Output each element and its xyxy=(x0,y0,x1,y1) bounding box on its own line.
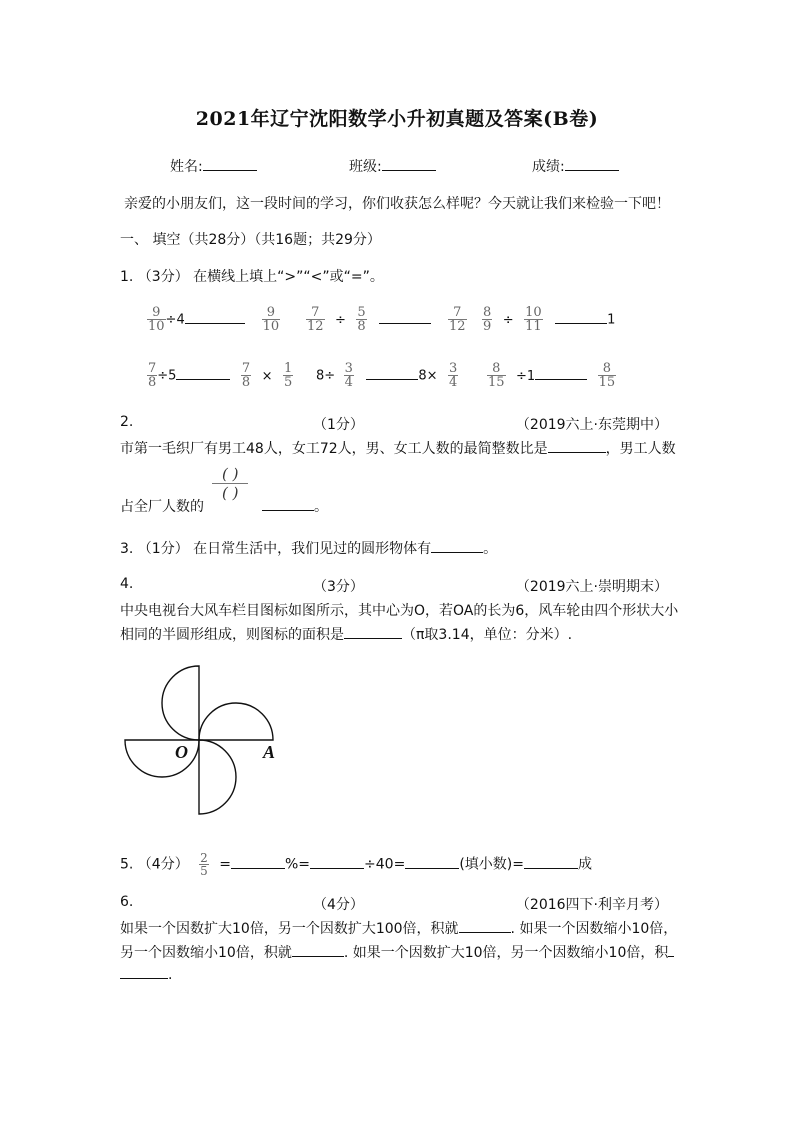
name-blank[interactable] xyxy=(203,158,257,171)
label-a: A xyxy=(263,742,276,762)
fraction: $\frac{9}{10}$ xyxy=(148,305,165,334)
q4-source: （2019六上·崇明期末） xyxy=(515,579,668,595)
label-o: O xyxy=(175,742,188,762)
q1-row-2-c: $\frac{8}{15}$ ÷1 $\frac{8}{15}$ xyxy=(488,361,616,390)
q4-blank[interactable] xyxy=(344,626,402,639)
q4-number: 4. xyxy=(120,576,134,592)
q3-blank[interactable] xyxy=(431,540,483,553)
fraction: $\frac{8}{9}$ xyxy=(483,305,492,334)
windmill-figure xyxy=(115,658,295,818)
q6-line-3: . xyxy=(120,966,172,983)
page-title: 2021年辽宁沈阳数学小升初真题及答案(B卷) xyxy=(195,108,599,130)
q6-blank-1[interactable] xyxy=(459,920,511,933)
fraction: $\frac{7}{8}$ xyxy=(241,361,251,390)
fraction: $\frac{3}{4}$ xyxy=(344,361,353,390)
q1-prompt: 1. （3分） 在横线上填上“>”“<”或“=”。 xyxy=(120,269,384,285)
q6-blank-3[interactable] xyxy=(120,966,168,979)
q5-line: 5. （4分） $\frac{2}{5}$ = %= ÷40= (填小数)= 成 xyxy=(120,851,592,878)
q2-number: 2. xyxy=(120,414,134,430)
class-label: 班级: xyxy=(349,159,382,175)
q1-row-2-b: 8÷ $\frac{3}{4}$ 8× $\frac{3}{4}$ xyxy=(316,361,458,390)
q1-row-2: $\frac{7}{8}$ ÷5 $\frac{7}{8}$ × $\frac{1}{5}$ xyxy=(148,361,293,390)
q5-blank-3[interactable] xyxy=(405,856,459,869)
q1-blank-2[interactable] xyxy=(379,311,431,324)
q2-blank-2[interactable] xyxy=(262,498,314,511)
q1-row-1-b: $\frac{7}{12}$ ÷ $\frac{5}{8}$ $\frac{7}{12}$ xyxy=(307,305,466,334)
semicircle-bottom xyxy=(199,740,236,814)
fraction: $\frac{9}{10}$ xyxy=(262,305,280,334)
q5-blank-4[interactable] xyxy=(524,856,578,869)
name-field[interactable] xyxy=(170,156,257,176)
score-field[interactable] xyxy=(532,156,619,176)
fraction: $\frac{2}{5}$ xyxy=(200,851,208,878)
intro-text: 亲爱的小朋友们，这一段时间的学习，你们收获怎么样呢？今天就让我们来检验一下吧！ xyxy=(124,196,670,212)
section-heading: 一、 填空（共28分）（共16题；共29分） xyxy=(120,232,381,248)
score-blank[interactable] xyxy=(565,158,619,171)
fraction: $\frac{7}{12}$ xyxy=(449,305,466,334)
q1-blank-5[interactable] xyxy=(366,367,418,380)
fraction: $\frac{10}{11}$ xyxy=(525,305,542,334)
q5-blank-2[interactable] xyxy=(310,856,364,869)
fraction: $\frac{1}{5}$ xyxy=(284,361,293,390)
q6-line-1: 如果一个因数扩大10倍，另一个因数扩大100倍，积就 . 如果一个因数缩小10倍， xyxy=(120,921,678,937)
q6-line-2: 另一个因数缩小10倍，积就 . 如果一个因数扩大10倍，另一个因数缩小10倍，积 xyxy=(120,942,674,962)
q2-line-2: 占全厂人数的 。 xyxy=(120,499,328,515)
q6-number: 6. xyxy=(120,894,134,910)
q6-points: （4分） xyxy=(313,897,364,913)
q4-points: （3分） xyxy=(313,579,364,595)
q1-blank-3[interactable] xyxy=(555,311,607,324)
semicircle-right xyxy=(199,703,273,740)
q1-blank-6[interactable] xyxy=(535,367,587,380)
q2-source: （2019六上·东莞期中） xyxy=(515,417,668,433)
class-blank[interactable] xyxy=(382,158,436,171)
q1-blank-4[interactable] xyxy=(176,367,230,380)
score-label: 成绩: xyxy=(532,159,565,175)
q2-fraction-slot: $\frac{( )}{( )}$ xyxy=(212,465,248,502)
q2-blank-1[interactable] xyxy=(548,440,606,453)
name-label: 姓名: xyxy=(170,159,203,175)
fraction: $\frac{8}{15}$ xyxy=(598,361,616,390)
q6-source: （2016四下·利辛月考） xyxy=(515,897,668,913)
q4-line-1: 中央电视台大风车栏目图标如图所示，其中心为O，若OA的长为6，风车轮由四个形状大小 xyxy=(120,603,679,619)
fraction: $\frac{7}{12}$ xyxy=(307,305,324,334)
q3-text: 3. （1分） 在日常生活中，我们见过的圆形物体有 。 xyxy=(120,541,498,557)
semicircle-top xyxy=(162,666,199,740)
q1-row-1-c: $\frac{8}{9}$ ÷ $\frac{10}{11}$ 1 xyxy=(483,305,616,334)
q2-points: （1分） xyxy=(313,417,364,433)
class-field[interactable] xyxy=(349,156,436,176)
fraction: $\frac{8}{15}$ xyxy=(488,361,505,390)
fraction: $\frac{7}{8}$ xyxy=(148,361,157,390)
q4-line-2: 相同的半圆形组成，则图标的面积是 （π取3.14，单位：分米）. xyxy=(120,627,573,643)
q1-blank-1[interactable] xyxy=(185,311,245,324)
q6-blank-2[interactable] xyxy=(292,944,344,957)
q5-blank-1[interactable] xyxy=(231,856,285,869)
q2-line-1: 市第一毛织厂有男工48人，女工72人，男、女工人数的最简整数比是 ，男工人数 xyxy=(120,441,676,457)
fraction: $\frac{3}{4}$ xyxy=(448,361,458,390)
q1-row-1: $\frac{9}{10}$ ÷4 $\frac{9}{10}$ xyxy=(148,305,280,334)
q6-blank-3a[interactable] xyxy=(668,944,674,957)
fraction: $\frac{5}{8}$ xyxy=(357,305,366,334)
